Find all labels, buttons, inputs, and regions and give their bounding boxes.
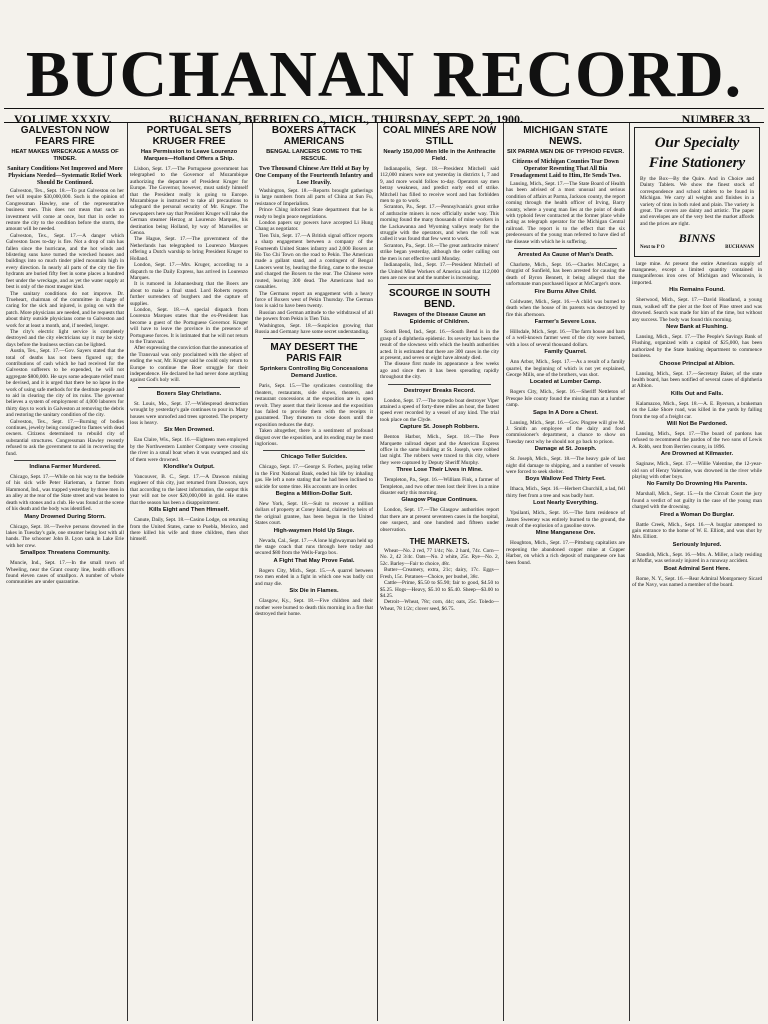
article-deck: Capture St. Joseph Robbers. <box>399 424 480 431</box>
article-deck: HEAT MAKES WRECKAGE A MASS OF TINDER. <box>11 149 119 162</box>
stationery-ad <box>634 127 760 257</box>
column-4 <box>380 123 499 1021</box>
article-paragraph: Charlotte, Mich., Sept. 16.—Charles McCarger, a druggist of Sunfield, has been arrested for causing the death of Byron Bennett, it being alleged that the unfortunate man purchased liquor at McCarger's store. <box>506 262 625 288</box>
top-rule <box>4 108 764 109</box>
article-paragraph: Austin, Tex., Sept. 17.—Gov. Sayers stated that the total of deaths has not been figured up; the contributions of cash which he had received for the Galveston sufferers to be expended, he will not aggregate $800,000. He says some adequate relief must be devised, and it is urged that there be no lapse in the work of using safe methods for the destitute people and to aid in clearing the city of its ruins. The governor believes a system of employment of 4,000 laborers for thirty days to work in Galveston at removing the debris and restoring the sanitary condition of the city. <box>6 348 124 419</box>
article-deck: Sprinkers Controlling Big Concessions Demand Justice. <box>260 366 368 380</box>
article-deck: Six Die in Flames. <box>289 588 339 595</box>
volume: VOLUME XXXIV. <box>14 112 112 126</box>
article-paragraph: St. Louis, Mo., Sept. 17.—Widespread destruction wrought by yesterday's gale continues to pour in. Many houses were unroofed and trees uprooted. The property loss is heavy. <box>130 400 248 427</box>
ad-name: BINNS <box>678 231 716 246</box>
article-deck: No Family Do Drowning His Parents. <box>646 481 748 488</box>
article-paragraph: Lansing, Mich., Sept. 16.—Gov. Pingree will give M. J. Smith an employee of the dairy and food commissioner's department, a chance to show on Tuesday next why he should not go back to prison. <box>506 419 625 445</box>
article-deck: Chicago Teller Suicides. <box>280 454 348 461</box>
article-paragraph: Eau Claire, Wis., Sept. 16.—Eighteen men employed by the Northwestern Lumber Company were crossing the river in a small boat when it was swamped and six of them were drowned. <box>130 437 248 463</box>
article-deck: His Remains Found. <box>669 287 725 294</box>
article-paragraph: Taken altogether, there is a sentiment of profound disgust over the exposition, and its ending may be most inglorious. <box>255 428 373 447</box>
article-subdeck: Sanitary Conditions Not Improved and More Physicians Needed—Systematic Relief Work Should Be Continued. <box>7 166 123 186</box>
article-deck: A Fight That May Prove Fatal. <box>273 557 355 564</box>
article-deck: New Bank at Flushing. <box>666 323 728 330</box>
article-paragraph: Houghton, Mich., Sept. 17.—Pittsburg capitalists are reopening the abandoned copper mine at Copper Harbor, on which a rich deposit of manganese ore has been found. <box>506 540 625 566</box>
article-paragraph: Hillsdale, Mich., Sept. 16.—The farm house and barn of a well-known farmer west of the city were burned, with a loss of several thousand dollars. <box>506 328 625 348</box>
article-paragraph: Indianapolis, Sept. 18.—President Mitchell said 112,000 miners were out yesterday in districts 1, 7 and 9, and more would follow to-day. Operators say men betray weakness, and predict early end of strike. Mitchell has filled to receive word and has forbidden men to go to work. <box>380 166 499 205</box>
article-paragraph: Chicago, Sept. 17.—George S. Forbes, paying teller in the First National Bank, ended his life by inhaling gas. He left a note stating that he had been inclined to suicide for some time. His accounts are in order. <box>255 464 373 490</box>
article-paragraph: The Germans report an engagement with a heavy force of Boxers west of Pekin Thursday. The German loss is said to have been twenty. <box>255 290 373 310</box>
article-deck: Begins a Million-Dollar Suit. <box>275 491 353 498</box>
article-paragraph: The Hague, Sept. 17.—The government of the Netherlands has telegraphed to Lourenzo Marques offering a Dutch warship to bring President Kruger to Holland. <box>130 236 248 262</box>
ad-fine-stationery: Fine Stationery <box>648 155 746 171</box>
article-paragraph: St. Joseph, Mich., Sept. 18.—The heavy gale of last night did damage to shipping, and a number of vessels were forced to seek shelter. <box>506 456 625 475</box>
article-deck: Many Drowned During Storm. <box>24 513 106 520</box>
article-deck: Seriously Injured. <box>672 541 722 548</box>
article-rule <box>14 460 116 461</box>
article-paragraph: Standish, Mich., Sept. 16.—Mrs. A. Miller, a lady residing at Moffat, was seriously injured in a runaway accident. <box>632 551 762 565</box>
market-report: Detroit—Wheat, 78c; corn, 44c; oats, 25c. Toledo—Wheat, 78 1/2c; clover seed, $6.75. <box>380 599 499 612</box>
article-paragraph: Indianapolis, Ind., Sept. 17.—President Mitchell of the United Mine Workers of America said that 112,000 men are now out and the number is increasing. <box>380 262 499 281</box>
article-headline: SCOURGE IN SOUTH BEND. <box>388 288 491 311</box>
column-1 <box>6 123 124 1021</box>
article-deck: High-waymen Hold Up Stage. <box>273 527 355 534</box>
article-deck: Farmer's Severe Loss. <box>534 318 597 325</box>
article-paragraph: Marshall, Mich., Sept. 15.—In the Circuit Court the jury found a verdict of not guilty in the case of the young man charged with the drowning. <box>632 491 762 511</box>
article-deck: Saps In A Dore a Chest. <box>533 409 598 416</box>
article-deck: Boxers Slay Christians. <box>156 390 222 397</box>
article-paragraph: The sanitary conditions do not improve. Dr. Trueheart, chairman of the committee in charge of caring for the sick and injured, is going on with the patch. More physicians are needed, and he requests that about thirty outside physicians come to Galveston and work for at least a month, and, if needed, longer. <box>6 290 124 329</box>
market-report: Wheat—No. 2 red, 77 1/4c; No. 2 hard, 74c. Corn—No. 2, 42 3/4c. Oats—No. 2 white, 25c. Rye—No. 2, 52c. Barley—Fair to choice, 48c. <box>380 548 499 567</box>
article-paragraph: London, Sept. 17.—The torpedo boat destroyer Viper attained a speed of forty-three miles an hour, the fastest speed ever recorded by a vessel of any kind. The trial took place on the Clyde. <box>380 397 499 423</box>
article-paragraph: Vancouver, B. C., Sept. 17.—A Dawson mining engineer of this city, just returned from Dawson, says that according to the latest information, the output this year will not be over $20,000,000 in gold. He states that the season has been a disappointment. <box>130 474 248 506</box>
article-headline: MICHIGAN STATE NEWS. <box>523 125 608 147</box>
article-deck: Fire Burns Alive Child. <box>534 288 597 295</box>
article-headline: BOXERS ATTACK AMERICANS <box>271 125 357 147</box>
article-deck: Kills Eight and Then Himself. <box>149 507 229 514</box>
article-deck: Mine Manganese Ore. <box>535 530 596 537</box>
article-deck: Nearly 150,000 Men Idle in the Anthracite Field. <box>383 149 496 162</box>
article-paragraph: Paris, Sept. 15.—The syndicates controlling the theaters, restaurants, side shows, theaters, and restaurant concessions at the exposition are in open revolt. They assert that their license and the exposition has failed to provide them with the receipts it guaranteed. They threaten to close doors until the exposition reduces the duty. <box>255 383 373 428</box>
article-subdeck: Two Thousand Chinese Are Held at Bay by One Company of the Fourteenth Infantry and Lose Heavily. <box>255 166 373 186</box>
article-deck: Ravages of the Disease Cause an Epidemic of Children. <box>393 312 486 326</box>
article-paragraph: Chicago, Sept. 17.—While on his way to the bedside of his sick wife Peter Harleman, a farmer from Hammond, Ind., was trapped yesterday by three men in an alley at the rear of the State street and was beaten to death with stones and a club. He was found at the scene of his death and the body was identified. <box>6 474 124 513</box>
article-paragraph: Lisbon, Sept. 17.—The Portuguese government has telegraphed to the Governor of Mozambique authorizing the departure of President Kruger for Europe. The Governor, however, must satisfy himself that the President really is going to Europe. Mozambique is instructed to take all precautions to safeguard the personal security of Mr. Kruger. The newspapers here say that President Kruger will take the German steamer Herzog at Lourenzo Marques, his destination being Holland, by way of Marseilles or Genoa. <box>130 166 248 237</box>
column-5 <box>506 123 625 1021</box>
article-paragraph: Templeton, Pa., Sept. 16.—William Fink, a farmer of Templeton, and two other men lost their lives in a mine disaster early this morning. <box>380 477 499 497</box>
article-deck: Has Permission to Leave Lourenzo Marques—Holland Offers a Ship. <box>140 149 238 162</box>
article-deck: Destroyer Breaks Record. <box>403 387 476 394</box>
article-paragraph: Kalamazoo, Mich., Sept. 18.—A. E. Byerson, a brakeman on the Lake Shore road, was killed in the yards by falling from the top of a freight car. <box>632 400 762 420</box>
column-divider <box>252 123 253 1021</box>
article-paragraph: London, Sept. 18.—A special dispatch from Lourenzo Marques states that the ex-President has become a guest of the Portuguese Governor. Kruger will have to leave the province in the presence of Portuguese forces. It is intimated that he will not return to the Transvaal. <box>130 306 248 345</box>
ad-footer <box>640 245 754 251</box>
article-paragraph: Nevada, Cal., Sept. 17.—A lone highwayman held up the stage coach that runs through here today and secured $80 from the Wells-Fargo box. <box>255 537 373 557</box>
masthead: BUCHANAN RECORD. <box>25 38 743 111</box>
article-headline: MAY DESERT THE PARIS FAIR <box>270 342 358 365</box>
ad-body: By the Box—By the Quire. And in Choice and Dainty Tablets. We show the finest stock of correspondence and school tablets to be found in Michigan. We carry all weights and finishes in a variety of tints in both ruled and plain. The variety is great. The covers are dainty and artistic. The paper and envelopes are of the very best the market affords and the prices are right. <box>640 176 754 227</box>
article-deck: BENGAL LANCERS COME TO THE RESCUE. <box>266 149 362 162</box>
article-deck: Arrested As Cause of Man's Death. <box>517 252 614 259</box>
issue-number: NUMBER 33 <box>681 112 750 126</box>
column-2 <box>130 123 248 1021</box>
article-headline: PORTUGAL SETS KRUGER FREE <box>146 125 232 147</box>
column-divider <box>377 123 378 1021</box>
article-paragraph: Washington, Sept. 18.—Reports brought gatherings in large numbers from all parts of China at Sun Fu, resistance of Imperialists. <box>255 188 373 207</box>
market-report: Butter—Creamery, extra, 21c; dairy, 17c. Eggs—Fresh, 15c. Potatoes—Choice, per bushel, 38c. <box>380 567 499 580</box>
article-paragraph: Russian and German attitude to the withdrawal of all the powers from Pekin is Tien Tsin. <box>255 309 373 323</box>
article-paragraph: Lansing, Mich., Sept. 17.—The board of pardons has refused to recommend the pardon of the two sons of Lewis A. Robb, sent from Berrien county, in 1896. <box>632 430 762 450</box>
article-paragraph: Galveston, Tex., Sept. 17.—Burning of bodies continues, jewelry being consigned to flames with dead owners. Citizens determined to rebuild city of substantial structures. Congressman Hawley recently refused to ask the government to aid in recovering the fund. <box>6 418 124 457</box>
article-deck: Klondike's Output. <box>163 464 215 471</box>
article-subdeck: Citizens of Michigan Counties Tear Down Operator Resenting That All Bia Froadagement Laid to Him, He Sends Two. <box>510 159 621 179</box>
article-paragraph: Galveston, Tex., Sept. 18.—To put Galveston on her feet will require $30,000,000. Such is the opinion of Congressman Hawley, one of the representative business men. This does not mean that such an investment will come at once, but that in order to restore the city to the condition before the storm, the amount will be needed. <box>6 188 124 233</box>
article-paragraph: It is rumored in Johannesburg that the Boers are about to make a final stand. Lord Roberts reports further surrenders of burghers and the capture of supplies. <box>130 281 248 307</box>
article-deck: Kills Out and Falls. <box>670 390 724 397</box>
article-headline: GALVESTON NOW FEARS FIRE <box>20 125 110 147</box>
article-paragraph: Muncie, Ind., Sept. 17.—In the small town of Wheeling, near the Grant county line, health officers found eleven cases of smallpox. A number of whole communities are under quarantine. <box>6 560 124 586</box>
article-deck: Damage at St. Joseph. <box>534 446 597 453</box>
article-rule <box>263 450 365 451</box>
article-paragraph: Benton Harbor, Mich., Sept. 18.—The Pere Marquette railroad depot and the American Express office in the same building at St. Joseph, were robbed last night. The robbers were traced to this city, where they were captured by Deputy Sheriff Murphy. <box>380 434 499 466</box>
article-paragraph: Scranton, Pa., Sept. 17.—Pennsylvania's great strike of anthracite miners is now officially under way. This morning found the many thousands of mine workers in the Lackawanna and Wyoming valleys ready for the struggle with the operators, and when the roll was called it was found that few went to work. <box>380 204 499 243</box>
article-deck: Glasgow Plague Continues. <box>401 497 478 504</box>
article-rule <box>514 248 617 249</box>
article-paragraph: Glasgow, Ky., Sept. 18.—Five children and their mother were burned to death this morning in a fire that destroyed their home. <box>255 598 373 617</box>
article-paragraph: The disease first made its appearance a few weeks ago and since then it has been spreading rapidly throughout the city. <box>380 361 499 381</box>
article-deck: Will Not Be Pardoned. <box>666 420 728 427</box>
article-paragraph: Ann Arbor, Mich., Sept. 17.—As a result of a family quarrel, the beginning of which is not yet explained, George Mills, one of the brothers, was shot. <box>506 359 625 378</box>
article-paragraph: Lansing, Mich., Sept. 17.—The State Board of Health has been advised of a most unusual and serious condition of affairs at Parma, Jackson county, the report coming through the health officer of Irving, Barry county, where a young man lies at the point of death with typhoid fever contracted at the former place while acting as telegraph operator for the Michigan Central railroad. The report is to the effect that the six predecessors of the young man referred to have died of the disease with which he is suffering. <box>506 181 625 245</box>
place-date: BUCHANAN, BERRIEN CO., MICH., THURSDAY, SEPT. 20, 1900. <box>169 112 524 126</box>
article-paragraph: Scranton, Pa., Sept. 18.—The great anthracite miners' strike began yesterday, although the order calling out the men is not effective until Monday. <box>380 242 499 262</box>
markets-headline: THE MARKETS. <box>409 537 470 547</box>
article-paragraph: After expressing the conviction that the annexation of the Transvaal was only proclaimed with the object of ending the war, Mr. Kruger said he could only return to Europe to continue the Boer struggle for their independence. He declared he had never done anything against God's holy will. <box>130 345 248 384</box>
article-deck: Family Quarrel. <box>544 349 587 356</box>
article-paragraph: Rogers City, Mich., Sept. 15.—A quarrel between two men ended in a fight in which one was badly cut and may die. <box>255 567 373 587</box>
article-paragraph: Saginaw, Mich., Sept. 17.—Willie Valentine, the 12-year-old son of Henry Valentine, was drowned in the river while playing with other boys. <box>632 461 762 480</box>
article-rule <box>388 384 491 385</box>
column-divider <box>503 123 504 1021</box>
ad-address: Next to P O <box>640 245 665 251</box>
article-paragraph: Canute, Daily, Sept. 18.—Casino Lodge, on returning from the United States, came to Puebla, Mexico, and there killed his wife and three children, then shot himself. <box>130 517 248 543</box>
article-deck: Are Drowned at Kilmaster. <box>660 451 734 458</box>
article-paragraph: New York, Sept. 18.—Suit to recover a million dollars of property at Coney Island, claimed by heirs of the original grantee, has been begun in the United States court. <box>255 501 373 527</box>
article-deck: Boys Wallow Fed Thirty Feet. <box>525 476 606 483</box>
article-paragraph: Rome, N. Y., Sept. 16.—Rear Admiral Montgomery Sicard of the Navy, was named a member of the board. <box>632 575 762 589</box>
article-headline: COAL MINES ARE NOW STILL <box>382 125 497 147</box>
column-3 <box>255 123 373 1021</box>
article-paragraph: Coldwater, Mich., Sept. 16.—A child was burned to death when the house of its parents was destroyed by fire this afternoon. <box>506 298 625 318</box>
article-paragraph: Chicago, Sept. 18.—Twelve persons drowned in the lakes in Tuesday's gale, one steamer being lost with all hands. The schooner John B. Lyon sank in Lake Erie with her crew. <box>6 523 124 549</box>
article-rule <box>138 387 240 388</box>
article-paragraph: Tien Tsin, Sept. 17.—A British signal officer reports a sharp engagement between a company of the Fourteenth United States infantry and 2,000 Boxers at Ho Tso Chi Town on the road to Pekin. The American made a gallant stand, and a contingent of Bengal Lancers went by, hearing the firing, came to the rescue and charged the Boxers to the rear. The Chinese were routed, leaving 300 dead. The Americans had no casualties. <box>255 232 373 291</box>
article-paragraph: The city's electric light service is completely destroyed and the city electricians say it may be sixty days before the business section can be lighted. <box>6 328 124 348</box>
article-paragraph: Lansing, Mich., Sept. 17.—Secretary Baker, of the state health board, has been notified of several cases of diphtheria at Albion. <box>632 370 762 390</box>
article-paragraph: South Bend, Ind., Sept. 16.—South Bend is in the grasp of a diphtheria epidemic. Its severity has been the result of the slowness with which the health authorities acted. It is estimated that there are 300 cases in the city at present, and seven or eight have already died. <box>380 329 499 361</box>
article-deck: Choose Principal at Albion. <box>659 360 735 367</box>
article-paragraph: Prince Ching informed State department that he is ready to begin peace negotiations. <box>255 207 373 220</box>
article-deck: Three Lose Their Lives in Mine. <box>396 467 483 474</box>
article-rule <box>388 284 491 285</box>
column-6 <box>632 123 762 1021</box>
article-deck: Lost Nearly Everything. <box>533 500 598 507</box>
article-paragraph: Sherwood, Mich., Sept. 17.—David Hoadland, a young man, walked off the pier at the foot of Pine street and was drowned. Search was made for him of the time, but without any success. The body was found this morning. <box>632 297 762 323</box>
article-paragraph: Lansing, Mich., Sept. 17.—The People's Savings Bank of Flushing, organized with a capital of $25,000, has been authorized by the State banking department to commence business. <box>632 333 762 360</box>
article-deck: SIX PARMA MEN DIE OF TYPHOID FEVER. <box>507 149 624 155</box>
article-deck: Indiana Farmer Murdered. <box>29 464 101 471</box>
article-paragraph: Galveston, Tex., Sept. 17.—A danger which Galveston faces to-day is fire. Not a drop of rain has fallen since the hurricane, and the hot winds and blistering suns have turned the wrecked houses and buildings into so much tinder piled mountain high in every direction. In nearly all parts of the city the fire hydrants are buried fifty feet in some places a hundred feet under the wreckage, and as yet the water supply at best is only of the most meager kind. <box>6 232 124 291</box>
article-paragraph: Ithaca, Mich., Sept. 16.—Herbert Churchill, a lad, fell thirty feet from a tree and was badly hurt. <box>506 486 625 499</box>
article-paragraph: London, Sept. 17.—Mrs. Kruger, according to a dispatch to the Daily Express, has arrived in Lourenzo Marques. <box>130 262 248 281</box>
article-paragraph: Battle Creek, Mich., Sept. 16.—A burglar attempted to gain entrance to the home of W. E. Elliott, and was shot by Mrs. Elliott. <box>632 521 762 541</box>
column-divider <box>127 123 128 1021</box>
article-deck: Six Men Drowned. <box>164 427 214 434</box>
article-paragraph: London, Sept. 17.—The Glasgow authorities report that there are at present seventeen cases in the hospital, one suspect, and one hundred and fifteen under observation. <box>380 507 499 533</box>
article-paragraph: Washington, Sept. 18.—Suspicion growing that Russia and Germany have some secret understanding. <box>255 322 373 335</box>
article-paragraph: large mine. At present the entire American supply of manganese, except a limited quantity contained in manganiferous iron ores of Michigan and Wisconsin, is imported. <box>632 260 762 286</box>
ad-town: BUCHANAN <box>725 245 754 251</box>
article-paragraph: Rogers City, Mich., Sept. 16.—Sheriff Nettleton of Presque Isle county found the missing man at a lumber camp. <box>506 389 625 409</box>
article-deck: Fired a Woman Do Burglar. <box>659 511 735 518</box>
article-deck: Located at Lumber Camp. <box>529 379 602 386</box>
market-report: Cattle—Prime, $5.50 to $5.90; fair to good, $4.50 to $5.25. Hogs—Heavy, $5.10 to $5.40. Sheep—$3.00 to $4.25. <box>380 580 499 599</box>
article-paragraph: Ypsilanti, Mich., Sept. 16.—The farm residence of James Sweeney was entirely burned to the ground, the result of the explosion of a gasoline stove. <box>506 510 625 530</box>
ad-specialty: Our Specialty <box>654 135 740 151</box>
article-paragraph: London papers say powers have accepted Li Hung Chang as negotiator. <box>255 220 373 233</box>
article-deck: Smallpox Threatens Community. <box>20 550 110 557</box>
column-divider <box>629 123 630 1021</box>
article-rule <box>263 338 365 339</box>
article-deck: Boat Admiral Sent Here. <box>663 565 731 572</box>
